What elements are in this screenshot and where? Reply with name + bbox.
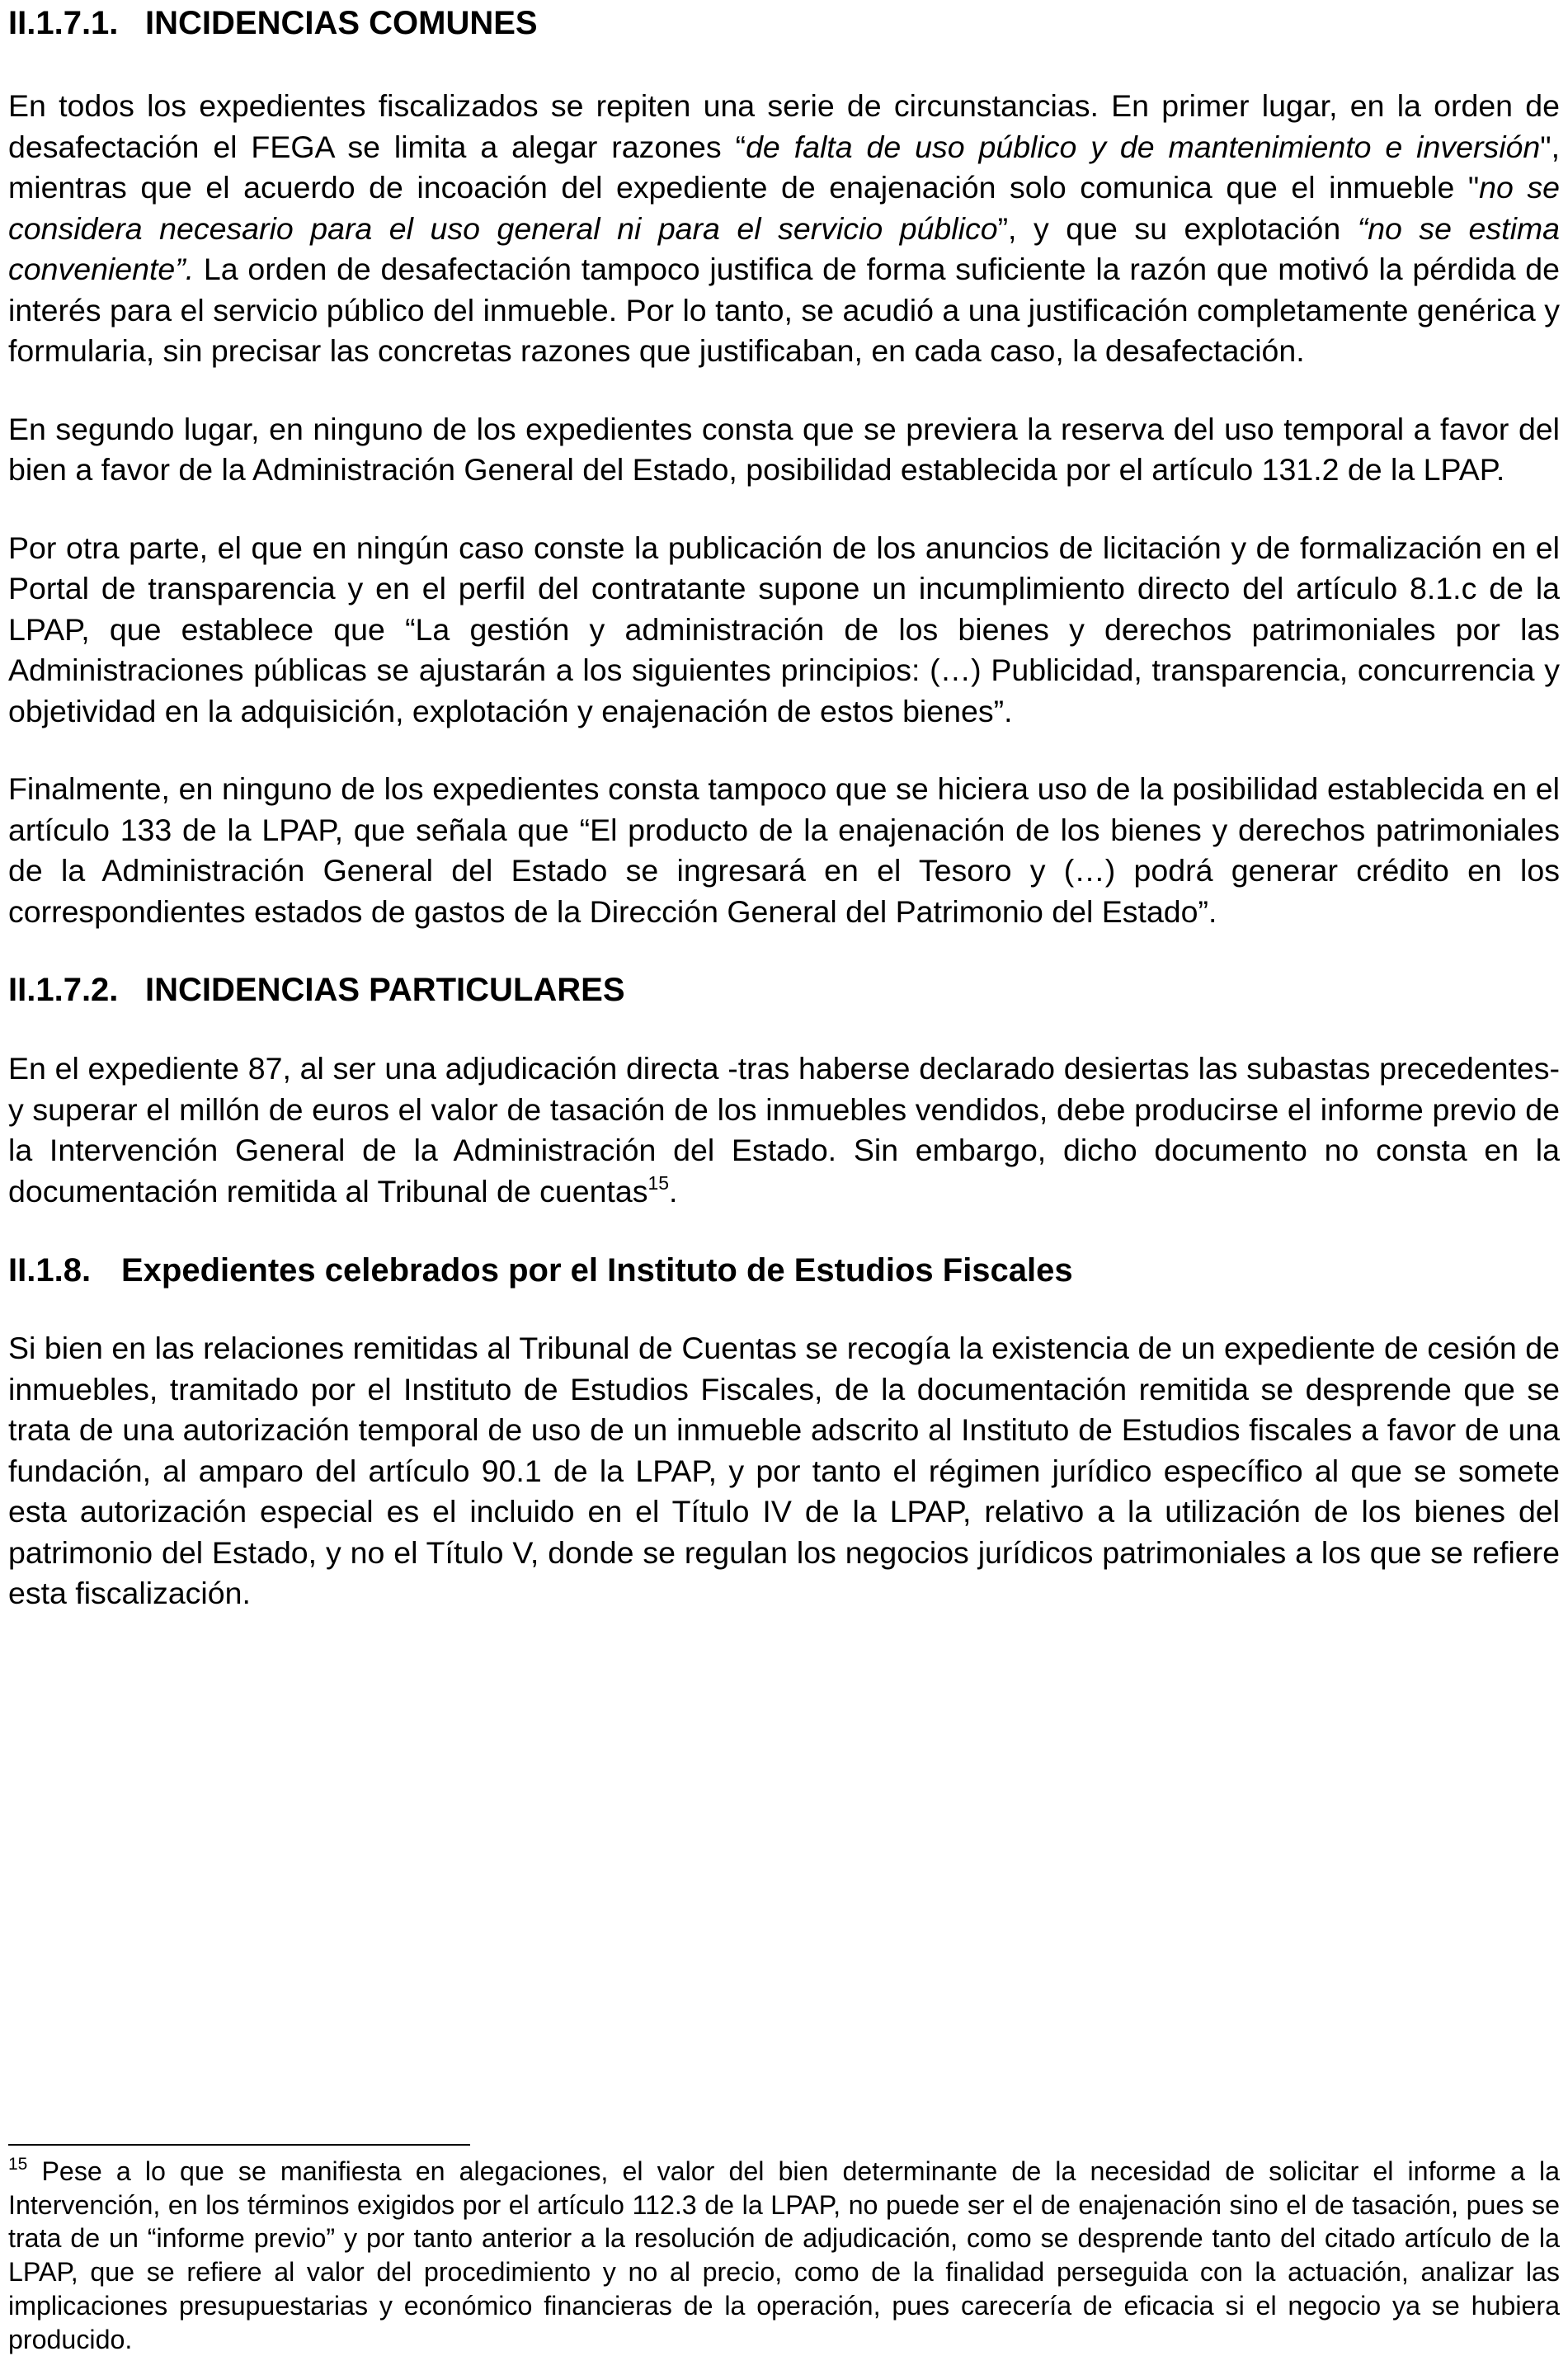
paragraph-circunstancias xyxy=(8,86,1560,372)
paragraph-cesion-inmuebles: Si bien en las relaciones remitidas al Tribunal de Cuentas se recogía la existencia de un expediente de cesión de inmuebles, tramitado por el Instituto de Estudios Fiscales, de la documentación remitida se desprende que se trata de una autorización temporal de uso de un inmueble adscrito al Instituto de Estudios fiscales a favor de una fundación, al amparo del artículo 90.1 de la LPAP, y por tanto el régimen jurídico específico al que se somete esta autorización especial es el incluido en el Título IV de la LPAP, relativo a la utilización de los bienes del patrimonio del Estado, y no el Título V, donde se regulan los negocios jurídicos patrimoniales a los que se refiere esta fiscalización. xyxy=(8,1331,1560,1610)
footnote-marker: 15 xyxy=(8,2155,28,2174)
quote-italic: no se considera necesario para el uso general ni para el servicio público xyxy=(8,170,1560,246)
paragraph-reserva-uso: En segundo lugar, en ninguno de los expedientes consta que se previera la reserva del uso temporal a favor del bien a favor de la Administración General del Estado, posibilidad establecida por el artículo 131.2 de la LPAP. xyxy=(8,411,1560,487)
section-heading-instituto-estudios-fiscales xyxy=(8,1250,1560,1291)
quote-italic: de falta de uso público y de mantenimiento e inversión xyxy=(746,129,1541,164)
paragraph-producto-enajenacion: Finalmente, en ninguno de los expedientes consta tampoco que se hiciera uso de la posibilidad establecida en el artículo 133 de la LPAP, que señala que “El producto de la enajenación de los bienes y derechos patrimoniales de la Administración General del Estado se ingresará en el Tesoro y (…) podrá generar crédito en los correspondientes estados de gastos de la Dirección General del Patrimonio del Estado”. xyxy=(8,771,1560,929)
footnote-text: Pese a lo que se manifiesta en alegaciones, el valor del bien determinante de la necesidad de solicitar el informe a la Intervención, en los términos exigidos por el artículo 112.3 de la LPAP, no puede ser el de enajenación sino el de tasación, pues se trata de un “informe previo” y por tanto anterior a la resolución de adjudicación, como se desprende tanto del citado artículo de la LPAP, que se refiere al valor del procedimiento y no al precio, como de la finalidad perseguida con la actuación, analizar las implicaciones presupuestarias y económico financieras de la operación, pues carecería de eficacia si el negocio ya se hubiera producido. xyxy=(8,2156,1560,2354)
footnote-15 xyxy=(8,2155,1560,2356)
section-heading-incidencias-particulares xyxy=(8,969,1560,1011)
section-number: II.1.7.1. xyxy=(8,5,119,41)
section-number: II.1.8. xyxy=(8,1252,92,1289)
text-segment: En el expediente 87, al ser una adjudicación directa -tras haberse declarado desiertas las subastas precedentes- y superar el millón de euros el valor de tasación de los inmuebles vendidos, debe producirse el informe previo de la Intervención General de la Administración del Estado. Sin embargo, dicho documento no consta en la documentación remitida al Tribunal de cuentas xyxy=(8,1051,1560,1209)
section-title: Expedientes celebrados por el Instituto de Estudios Fiscales xyxy=(121,1252,1073,1289)
section-title: INCIDENCIAS PARTICULARES xyxy=(145,972,625,1008)
section-title: INCIDENCIAS COMUNES xyxy=(145,5,538,41)
section-heading-incidencias-comunes xyxy=(8,2,1560,44)
text-segment: En todos los expedientes fiscalizados se repiten una serie de circunstancias. En primer lugar, en la orden de desafectación el FEGA se limita a alegar razones “ xyxy=(8,88,1560,164)
text-segment: . xyxy=(669,1173,678,1209)
main-content xyxy=(8,0,1560,1614)
text-segment: ”, y que su explotación xyxy=(997,210,1358,246)
quote-italic: “no se estima conveniente”. xyxy=(8,210,1560,286)
text-segment: La orden de desafectación tampoco justifica de forma suficiente la razón que motivó la pérdida de interés para el servicio público del inmueble. Por lo tanto, se acudió a una justificación completamente genérica y formularia, sin precisar las concretas razones que justificaban, en cada caso, la desafectación. xyxy=(8,252,1560,368)
paragraph-publicacion-anuncios: Por otra parte, el que en ningún caso conste la publicación de los anuncios de licitación y de formalización en el Portal de transparencia y en el perfil del contratante supone un incumplimiento directo del artículo 8.1.c de la LPAP, que establece que “La gestión y administración de los bienes y derechos patrimoniales por las Administraciones públicas se ajustarán a los siguientes principios: (…) Publicidad, transparencia, concurrencia y objetividad en la adquisición, explotación y enajenación de estos bienes”. xyxy=(8,530,1560,728)
paragraph-expediente-87 xyxy=(8,1048,1560,1212)
text-segment: ", mientras que el acuerdo de incoación del expediente de enajenación solo comunica que el inmueble " xyxy=(8,129,1560,205)
section-number: II.1.7.2. xyxy=(8,972,119,1008)
footnote-reference[interactable]: 15 xyxy=(647,1171,670,1194)
footnote-separator xyxy=(8,2144,470,2146)
